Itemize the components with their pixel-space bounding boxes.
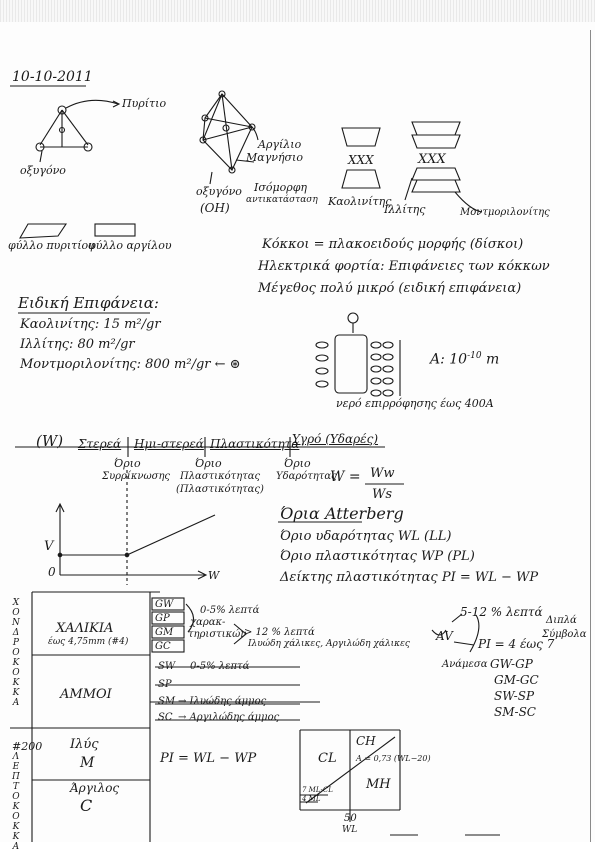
clay-label: Άργιλος [70, 781, 120, 795]
octahedron-drawing [200, 91, 258, 184]
code-gm: GM [155, 627, 174, 638]
chart-a-line: A = 0,73 (WL−20) [356, 754, 431, 763]
sm-note: → Ιλυώδης άμμος [178, 696, 267, 707]
limit-liquid-2: Υδαρότητας [276, 471, 337, 482]
sieve-200: #200 [12, 740, 43, 753]
code-sp: SP [158, 679, 172, 690]
label-oxygen-oh: οξυγόνο [196, 185, 242, 198]
chart-ch: CH [356, 734, 376, 748]
between-label: Ανάμεσα [442, 659, 488, 670]
code-gw: GW [155, 599, 174, 610]
limit-plastic-2: Πλαστικότητας [180, 471, 261, 482]
silica-sheet-shape [20, 224, 66, 238]
label-oh: (OH) [200, 201, 230, 215]
gp-note: χαρακ- [190, 617, 226, 628]
vertical-letter: Κ [12, 802, 20, 812]
limit-plastic-1: Όριο [195, 457, 222, 470]
vertical-letter: Ν [12, 618, 20, 628]
vertical-letter: Λ [12, 752, 20, 762]
atterberg-pl: Όριο πλαστικότητας WP (PL) [280, 549, 475, 564]
state-plastic: Πλαστικότητα [210, 437, 300, 451]
vertical-letter: Α [12, 698, 20, 708]
code-sw: SW [158, 661, 176, 672]
date: 10-10-2011 [12, 69, 93, 85]
pi-4-7: PI = 4 έως 7 [478, 637, 555, 651]
atterberg-title: Όρια Atterberg [280, 504, 404, 523]
label-silica-sheet: φύλλο πυριτίου [8, 239, 95, 252]
chart-ml: 4 ML [302, 795, 321, 803]
limit-shrinkage-1: Όριο [114, 457, 141, 470]
vertical-letter: Κ [12, 832, 20, 842]
vertical-letter: Δ [12, 628, 20, 638]
atterberg-ll: Όριο υδαρότητας WL (LL) [280, 529, 452, 544]
label-clay-sheet: φύλλο αργίλου [88, 239, 172, 252]
adsorbed-water-note: νερό επιρρόφησης έως 400Α [336, 397, 494, 410]
gm-note: τηριστικών [188, 629, 247, 640]
particle-drawing [316, 313, 400, 396]
formula-denominator: Ws [372, 487, 393, 502]
vertical-letter: Κ [12, 688, 20, 698]
limit-plastic-3: (Πλαστικότητας) [176, 484, 264, 495]
vertical-letter: Χ [12, 598, 20, 608]
formula-w: W = [330, 469, 361, 485]
chart-wl: WL [342, 825, 358, 835]
label-isomorphic-2: αντικατάσταση [246, 195, 318, 205]
coarse-grained-vertical-label [12, 598, 20, 708]
state-semisolid: Ημι-στερεά [134, 437, 204, 451]
code-sc: SC [158, 712, 173, 723]
double-symbols-2: Σύμβολα [542, 629, 587, 640]
combo-gw-gp: GW-GP [490, 657, 533, 671]
vertical-letter: Ο [12, 648, 20, 658]
combo-sm-sc: SM-SC [494, 705, 536, 719]
fine-grained-vertical-label [12, 752, 20, 852]
chart-cl: CL [318, 751, 337, 766]
sw-note: 0-5% λεπτά [190, 661, 250, 672]
combo-sw-sp: SW-SP [494, 689, 535, 703]
code-gp: GP [155, 613, 170, 624]
limit-liquid-1: Όριο [284, 457, 311, 470]
gravel-size: έως 4,75mm (#4) [48, 637, 129, 647]
property-line-2: Ηλεκτρικά φορτία: Επιφάνειες των κόκκων [258, 259, 550, 274]
formula-numerator: Ww [370, 466, 395, 481]
vertical-letter: Κ [12, 822, 20, 832]
vertical-letter: Ο [12, 608, 20, 618]
pi-fine: PI = WL − WP [160, 751, 257, 766]
specific-surface-illite: Ιλλίτης: 80 m²/gr [20, 337, 135, 352]
sand-label: ΑΜΜΟΙ [60, 687, 112, 702]
chart-mh: MH [366, 777, 391, 792]
angstrom-scale: A: $10^{-10}$ m [430, 351, 500, 368]
vertical-letter: Ο [12, 812, 20, 822]
tetrahedron-drawing [36, 100, 119, 162]
specific-surface-title: Ειδική Επιφάνεια: [18, 294, 159, 312]
vertical-letter: Α [12, 842, 20, 852]
vertical-letter: Τ [12, 782, 19, 792]
silt-label: Ιλύς [70, 737, 99, 752]
label-xxx-small: XXX [348, 153, 374, 167]
gc-note: > 12 % λεπτά [244, 627, 315, 638]
combo-gm-gc: GM-GC [494, 673, 539, 687]
property-line-1: Κόκκοι = πλακοειδούς μορφής (δίσκοι) [262, 237, 524, 252]
gw-note: 0-5% λεπτά [200, 605, 260, 616]
label-kaolinite: Καολινίτης [328, 195, 392, 208]
graph-origin: 0 [48, 565, 56, 579]
gravel-label: ΧΑΛΙΚΙΑ [56, 621, 114, 636]
sc-note: → Αργιλώδης άμμος [178, 712, 280, 723]
label-aluminium: Αργίλιο [258, 138, 302, 151]
plasticity-chart [300, 730, 400, 822]
vertical-letter: Κ [12, 658, 20, 668]
label-xxx-large: XXX [418, 152, 446, 167]
clay-code: C [80, 796, 93, 815]
specific-surface-montmorillonite: Μοντμοριλονίτης: 800 m²/gr ← ⊛ [20, 357, 241, 372]
vertical-letter: Ο [12, 668, 20, 678]
limit-shrinkage-2: Συρρίκνωσης [102, 471, 171, 482]
double-symbols-1: Διπλά [546, 615, 577, 626]
label-pyrite: Πυρίτιο [122, 97, 167, 110]
gc-subnote: Ιλυώδη χάλικες, Αργιλώδη χάλικες [248, 639, 410, 649]
illite-stack [405, 122, 482, 212]
chart-ml-cl: 7 ML-CL [302, 786, 333, 794]
graph-w-label: W [208, 569, 220, 582]
state-liquid: Υγρό (Υδαρές) [292, 432, 379, 446]
atterberg-pi: Δείκτης πλαστικότητας PI = WL − WP [280, 570, 539, 585]
clay-sheet-shape [95, 224, 135, 236]
label-magnesium: Μαγνήσιο [246, 151, 303, 164]
vertical-letter: Ο [12, 792, 20, 802]
vertical-letter: Ρ [12, 638, 19, 648]
vertical-letter: Κ [12, 678, 20, 688]
property-line-3: Μέγεθος πολύ μικρό (ειδική επιφάνεια) [258, 281, 522, 296]
silt-code: M [80, 755, 95, 771]
vertical-letter: Ε [12, 762, 20, 772]
label-montmorillonite: Μοντμοριλονίτης [460, 207, 550, 218]
code-sm: SM [158, 696, 176, 707]
code-gc: GC [155, 641, 171, 652]
label-illite: Ιλλίτης [384, 203, 426, 216]
specific-surface-kaolinite: Καολινίτης: 15 m²/gr [20, 317, 161, 332]
range-5-12: 5-12 % λεπτά [460, 605, 543, 619]
chart-50: 50 [344, 813, 357, 824]
av-label: AV [436, 629, 453, 643]
label-oxygen: οξυγόνο [20, 164, 66, 177]
w-label: (W) [36, 432, 64, 450]
label-isomorphic-1: Ισόμορφη [254, 181, 308, 194]
vertical-letter: Π [12, 772, 20, 782]
state-solid: Στερεά [78, 437, 122, 451]
graph-v-label: V [44, 539, 54, 554]
